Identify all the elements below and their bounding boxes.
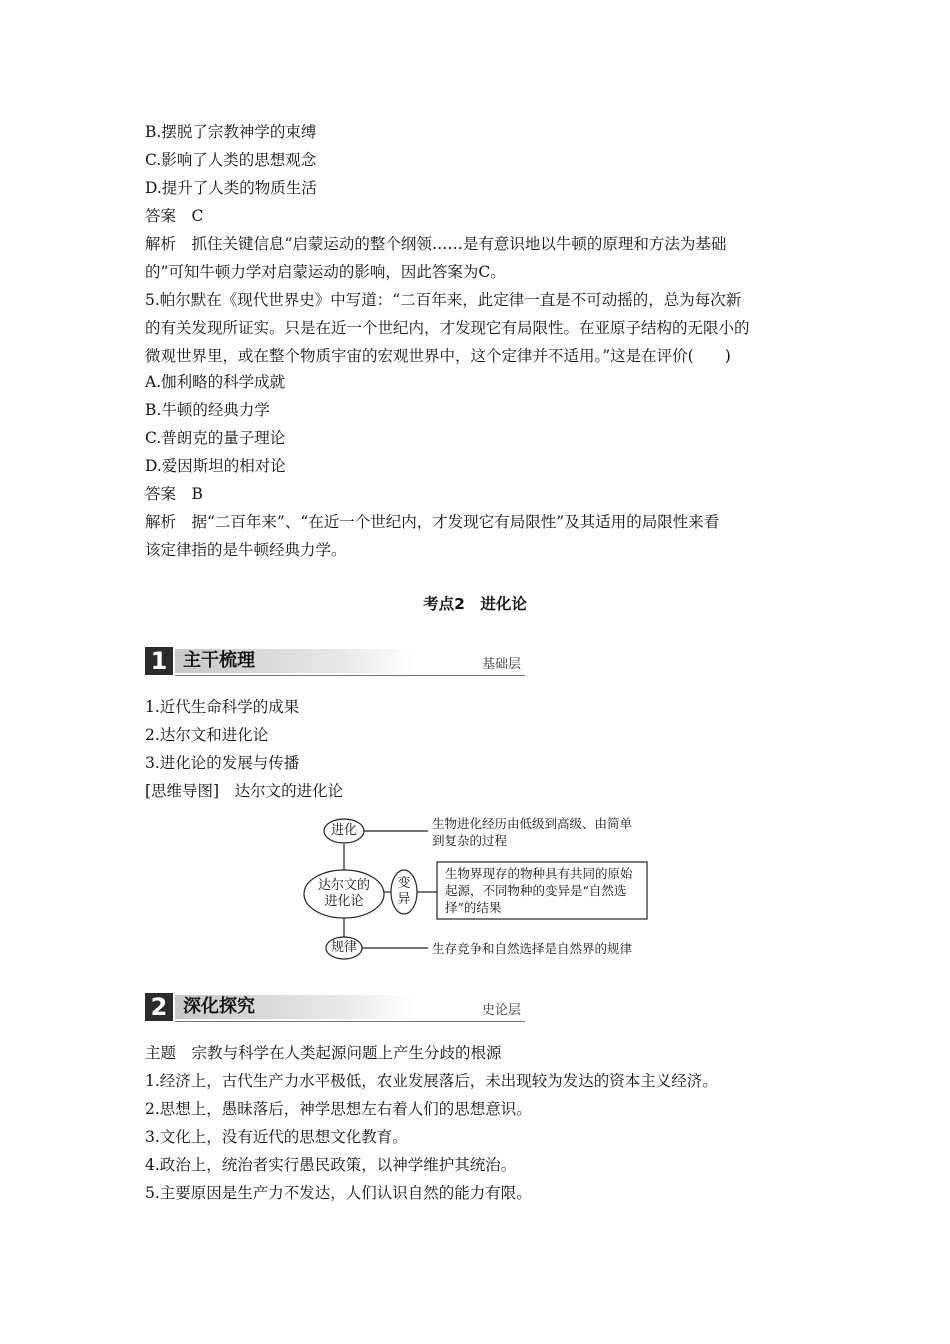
question-5-line2: 的有关发现所证实。只是在近一个世纪内，才发现它有局限性。在亚原子结构的无限小的	[145, 319, 750, 337]
text-variation-line2: 起源，不同物种的变异是“自然选	[445, 883, 627, 898]
text-evolution-line1: 生物进化经历由低级到高级、由简单	[432, 816, 633, 831]
option-c: C.影响了人类的思想观念	[145, 151, 317, 169]
analysis-q5-line1: 解析 据“二百年来”、“在近一个世纪内，才发现它有局限性”及其适用的局限性来看	[145, 513, 720, 531]
q5-option-a: A.伽利略的科学成就	[145, 373, 286, 391]
answer-q5: 答案 B	[145, 485, 203, 503]
question-5-line1: 5.帕尔默在《现代世界史》中写道：“二百年来，此定律一直是不可动摇的，总为每次新	[145, 291, 742, 309]
node-center-line1: 达尔文的	[317, 878, 370, 893]
topic-point-3: 3.文化上，没有近代的思想文化教育。	[145, 1128, 408, 1146]
node-variation-line2: 异	[397, 892, 411, 907]
outline-item-1: 1.近代生命科学的成果	[145, 698, 300, 716]
option-b: B.摆脱了宗教神学的束缚	[145, 123, 317, 141]
banner-label: 主干梳理	[183, 650, 255, 671]
section-title: 考点2 进化论	[423, 595, 527, 613]
banner-rule	[175, 1021, 525, 1022]
banner-level-tag: 基础层	[481, 657, 521, 672]
banner-label: 深化探究	[183, 996, 255, 1017]
topic-title: 主题 宗教与科学在人类起源问题上产生分歧的根源	[145, 1044, 502, 1062]
topic-point-5: 5.主要原因是生产力不发达，人们认识自然的能力有限。	[145, 1184, 532, 1202]
text-variation-line3: 择”的结果	[445, 900, 502, 915]
mind-map-diagram	[300, 808, 660, 968]
banner-number: 1	[145, 647, 173, 675]
banner-rule	[175, 675, 525, 676]
topic-point-2: 2.思想上，愚昧落后，神学思想左右着人们的思想意识。	[145, 1100, 532, 1118]
banner-number: 2	[145, 993, 173, 1021]
outline-item-3: 3.进化论的发展与传播	[145, 754, 300, 772]
node-evolution: 进化	[330, 823, 357, 838]
q5-option-c: C.普朗克的量子理论	[145, 429, 286, 447]
q5-option-d: D.爱因斯坦的相对论	[145, 457, 286, 475]
mindmap-caption: [思维导图] 达尔文的进化论	[145, 782, 344, 800]
banner-level-tag: 史论层	[481, 1003, 521, 1018]
text-variation-line1: 生物界现存的物种具有共同的原始	[445, 866, 633, 881]
topic-point-1: 1.经济上，古代生产力水平极低，农业发展落后，未出现较为发达的资本主义经济。	[145, 1072, 718, 1090]
question-5-line3: 微观世界里，或在整个物质宇宙的宏观世界中，这个定律并不适用。”这是在评价( )	[145, 347, 731, 365]
section-banner-1	[145, 647, 525, 677]
answer-q4: 答案 C	[145, 207, 204, 225]
analysis-q5-line2: 该定律指的是牛顿经典力学。	[145, 541, 347, 559]
node-center-line2: 进化论	[324, 894, 364, 909]
outline-item-2: 2.达尔文和进化论	[145, 726, 269, 744]
text-law: 生存竞争和自然选择是自然界的规律	[432, 941, 633, 956]
section-banner-2	[145, 993, 525, 1023]
node-variation-line1: 变	[397, 876, 411, 891]
q5-option-b: B.牛顿的经典力学	[145, 401, 270, 419]
analysis-q4-line1: 解析 抓住关键信息“启蒙运动的整个纲领……是有意识地以牛顿的原理和方法为基础	[145, 235, 727, 253]
topic-point-4: 4.政治上，统治者实行愚民政策，以神学维护其统治。	[145, 1156, 517, 1174]
analysis-q4-line2: 的”可知牛顿力学对启蒙运动的影响，因此答案为C。	[145, 263, 506, 281]
text-evolution-line2: 到复杂的过程	[432, 833, 508, 848]
node-law: 规律	[330, 940, 357, 955]
option-d: D.提升了人类的物质生活	[145, 179, 317, 197]
